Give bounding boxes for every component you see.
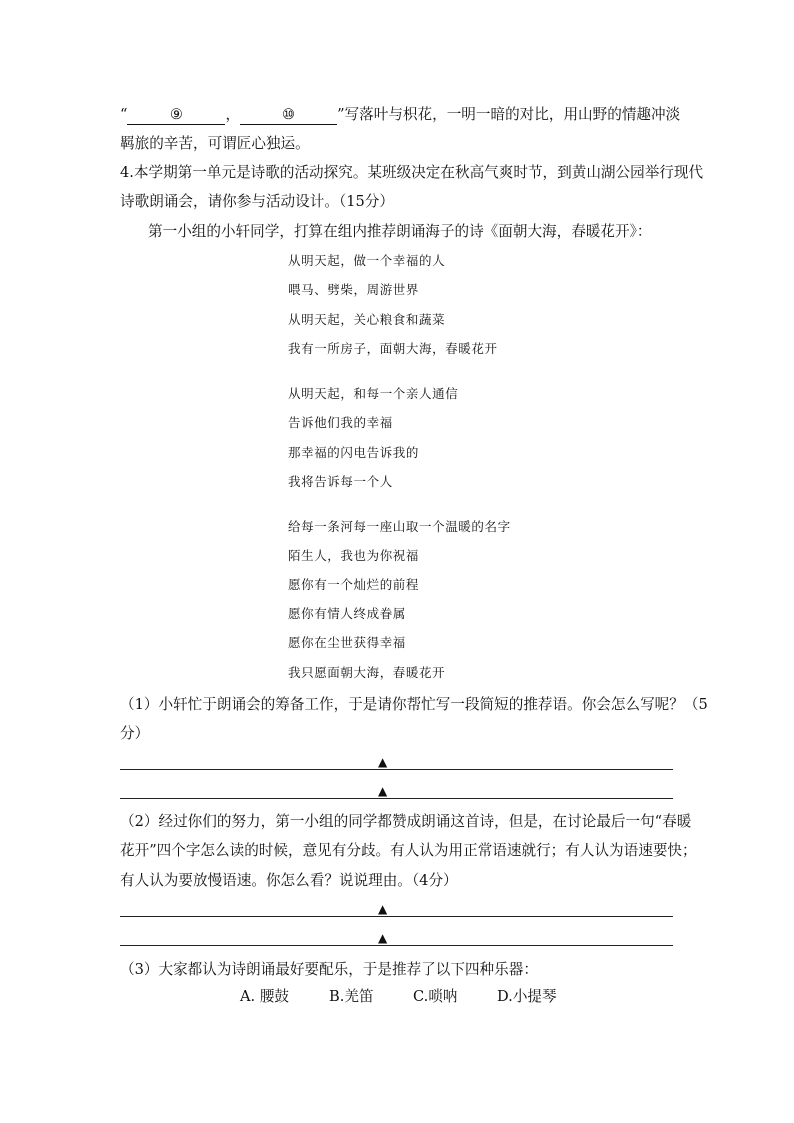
poem-line: 愿你在尘世获得幸福 [288, 635, 406, 650]
poem-line: 愿你有一个灿烂的前程 [288, 577, 420, 592]
sub2-line-3: 有人认为要放慢语速。你怎么看？说说理由。（4分） [120, 872, 458, 889]
poem-line: 从明天起，和每一个亲人通信 [288, 386, 459, 401]
option-a[interactable]: A. 腰鼓 [240, 988, 290, 1005]
option-b[interactable]: B.羌笛 [329, 988, 374, 1005]
fill-in-line [120, 105, 680, 125]
answer-marker-icon: ▲ [378, 931, 388, 945]
answer-line[interactable] [120, 916, 673, 917]
answer-line[interactable] [120, 798, 673, 799]
poem-line: 给每一条河每一座山取一个温暖的名字 [288, 519, 511, 534]
poem-line: 我只愿面朝大海，春暖花开 [288, 665, 446, 680]
blank-10[interactable]: ⑩ [240, 106, 337, 125]
option-c[interactable]: C.唢呐 [413, 988, 458, 1005]
q4-intro: 第一小组的小轩同学，打算在组内推荐朗诵海子的诗《面朝大海，春暖花开》： [148, 223, 652, 240]
poem-line: 陌生人，我也为你祝福 [288, 548, 420, 563]
sub2-line-2: 花开”四个字怎么读的时候，意见有分歧。有人认为用正常语速就行；有人认为语速要快； [120, 842, 697, 859]
poem-line: 从明天起，关心粮食和蔬菜 [288, 312, 446, 327]
sub1-line-2: 分） [120, 725, 150, 742]
poem-line: 我有一所房子，面朝大海，春暖花开 [288, 341, 498, 356]
answer-marker-icon: ▲ [378, 902, 388, 916]
option-d[interactable]: D.小提琴 [497, 988, 557, 1005]
answer-marker-icon: ▲ [378, 755, 388, 769]
poem-line: 愿你有情人终成眷属 [288, 606, 406, 621]
q4-line-2: 诗歌朗诵会，请你参与活动设计。（15分） [120, 193, 394, 210]
fill-rest-text: ”写落叶与枳花，一明一暗的对比，用山野的情趣冲淡 [337, 106, 681, 123]
open-quote: “ [120, 106, 128, 123]
poem-line: 从明天起，做一个幸福的人 [288, 253, 446, 268]
instrument-options [240, 987, 557, 1007]
sub1-line-1: （1）小轩忙于朗诵会的筹备工作，于是请你帮忙写一段简短的推荐语。你会怎么写呢？（5 [120, 696, 708, 713]
answer-marker-icon: ▲ [378, 784, 388, 798]
poem-line: 喂马、劈柴，周游世界 [288, 282, 420, 297]
poem-line: 我将告诉每一个人 [288, 474, 393, 489]
comma: ， [225, 106, 241, 123]
poem-line: 那幸福的闪电告诉我的 [288, 445, 420, 460]
sub3-line-1: （3）大家都认为诗朗诵最好要配乐，于是推荐了以下四种乐器： [120, 961, 538, 978]
sub2-line-1: （2）经过你们的努力，第一小组的同学都赞成朗诵这首诗，但是，在讨论最后一句“春暖 [120, 813, 692, 830]
poem-line: 告诉他们我的幸福 [288, 415, 393, 430]
fill-line-2: 羁旅的辛苦，可谓匠心独运。 [120, 135, 310, 152]
blank-9[interactable]: ⑨ [127, 106, 225, 125]
answer-line[interactable] [120, 945, 673, 946]
q4-line-1: 4.本学期第一单元是诗歌的活动探究。某班级决定在秋高气爽时节，到黄山湖公园举行现代 [120, 164, 704, 181]
answer-line[interactable] [120, 769, 673, 770]
